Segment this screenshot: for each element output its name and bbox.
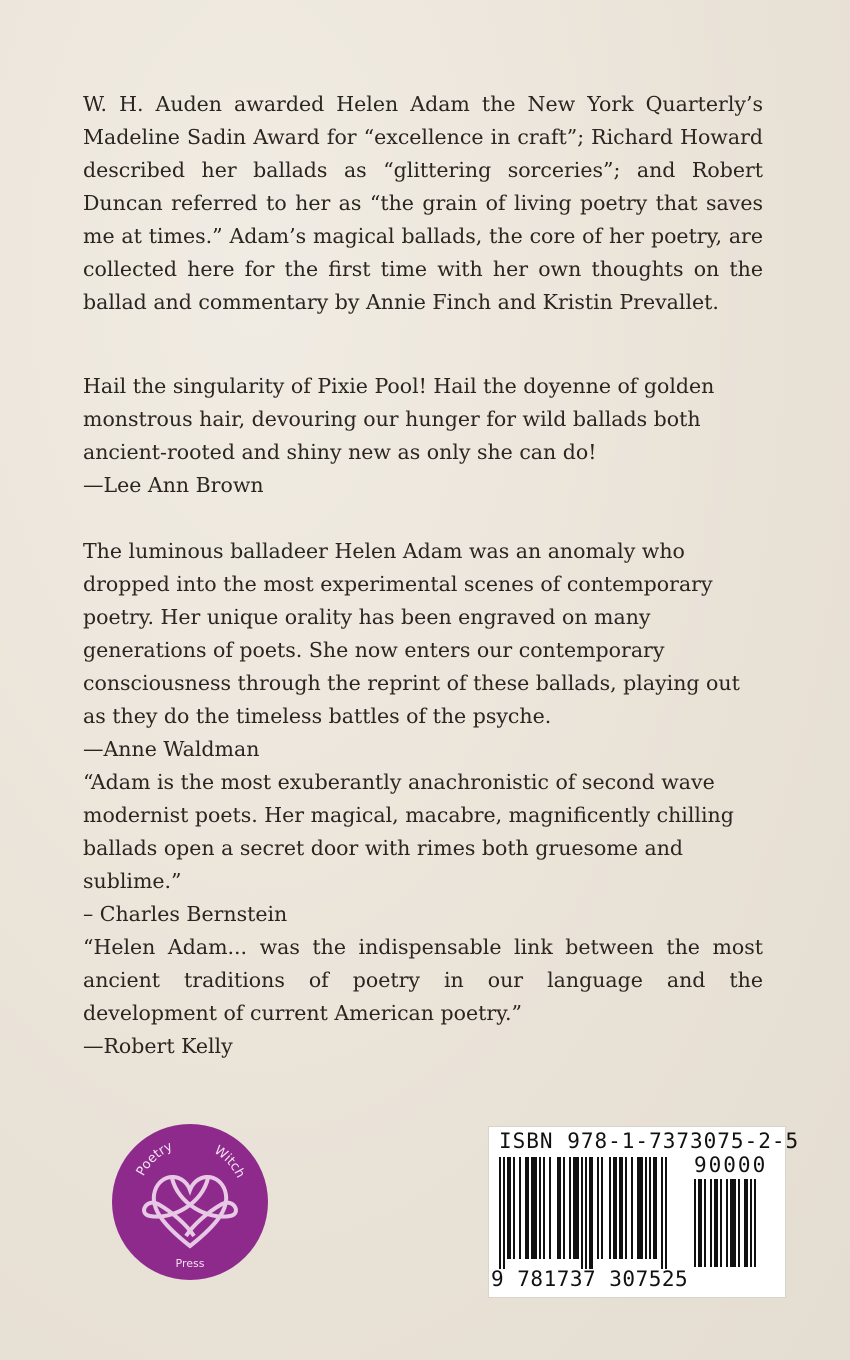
barcode-bar (645, 1157, 647, 1259)
publisher-logo (112, 1124, 268, 1280)
logo-word-witch: Witch (211, 1143, 248, 1181)
barcode-bar (661, 1157, 663, 1269)
barcode-bar (704, 1179, 706, 1267)
quote-robert-kelly (83, 931, 763, 1063)
quote-text: “Helen Adam... was the indispensable link between the most ancient traditions of poetry in our language and the development of current American poetry.” (83, 935, 763, 1025)
barcode-bar (519, 1157, 521, 1259)
barcode-bar (531, 1157, 537, 1259)
barcode-bar (589, 1157, 593, 1269)
barcode-bar (563, 1157, 565, 1259)
ean-bars (499, 1157, 687, 1269)
barcode-bar (557, 1157, 561, 1259)
barcode-bar (750, 1179, 752, 1267)
quote-text: Hail the singularity of Pixie Pool! Hail the doyenne of golden monstrous hair, devouring our hunger for wild ballads both ancient-rooted and shiny new as only she can do! (83, 374, 715, 464)
quote-author: —Anne Waldman (83, 737, 260, 761)
barcode-bar (631, 1157, 633, 1259)
barcode-bar (710, 1179, 712, 1267)
barcode-bar (569, 1157, 571, 1259)
barcode-bar (637, 1157, 643, 1259)
barcode-bar (585, 1157, 587, 1269)
barcode-bar (609, 1157, 611, 1259)
logo-word-press: Press (175, 1257, 205, 1270)
barcode-bar (653, 1157, 657, 1259)
barcode-bar (597, 1157, 599, 1259)
barcode-bar (539, 1157, 541, 1259)
barcode-bar (601, 1157, 603, 1259)
barcode-bar (613, 1157, 617, 1259)
logo-word-poetry: Poetry (133, 1139, 175, 1179)
quote-charles-bernstein (83, 766, 763, 931)
barcode-bar (694, 1179, 696, 1267)
barcode-bar (714, 1179, 718, 1267)
barcode-bar (726, 1179, 728, 1267)
barcode-bar (649, 1157, 651, 1259)
blurb-text: W. H. Auden awarded Helen Adam the New York Quarterly’s Madeline Sadin Award for “excellence in craft”; Richard Howard described her ballads as “glittering sorceries”; and Robert Duncan referred to her as “the grain of living poetry that saves me at times.” Adam’s magical ballads, the core of her poetry, are collected here for the first time with her own thoughts on the ballad and commentary by Annie Finch and Kristin Prevallet. (83, 92, 763, 314)
isbn-label: ISBN 978-1-7373075-2-5 (499, 1129, 800, 1153)
barcode-bar (549, 1157, 551, 1259)
barcode-bar (525, 1157, 529, 1259)
barcode-bar (513, 1157, 515, 1259)
barcode-bar (738, 1179, 740, 1267)
barcode-bar (581, 1157, 583, 1269)
addon-bars (694, 1179, 780, 1269)
quote-anne-waldman (83, 535, 763, 766)
barcode-bar (573, 1157, 579, 1259)
addon-number: 90000 (694, 1153, 768, 1177)
barcode-bar (507, 1157, 511, 1259)
quote-text: “Adam is the most exuberantly anachronistic of second wave modernist poets. Her magical, macabre, magnificently chilling ballads open a secret door with rimes both gruesome and sublime.” (83, 770, 734, 893)
isbn-barcode (488, 1126, 800, 1298)
barcode-bar (625, 1157, 627, 1259)
ean-number: 9 781737 307525 (491, 1267, 689, 1291)
barcode-bar (665, 1157, 667, 1269)
barcode-bar (754, 1179, 756, 1267)
barcode-bar (543, 1157, 545, 1259)
barcode-bar (698, 1179, 702, 1267)
quote-author: —Lee Ann Brown (83, 473, 264, 497)
quote-text: The luminous balladeer Helen Adam was an anomaly who dropped into the most experimental scenes of contemporary poetry. Her unique orality has been engraved on many generations of poets. She now enters our contemporary consciousness through the reprint of these ballads, playing out as they do the timeless battles of the psyche. (83, 539, 740, 728)
barcode-bar (499, 1157, 501, 1269)
description-blurb (83, 88, 763, 319)
quote-author: —Robert Kelly (83, 1034, 233, 1058)
barcode-bar (503, 1157, 505, 1269)
quote-author: – Charles Bernstein (83, 902, 288, 926)
barcode-bar (730, 1179, 736, 1267)
quote-lee-ann-brown (83, 370, 763, 502)
barcode-bar (744, 1179, 748, 1267)
barcode-bar (619, 1157, 623, 1259)
barcode-bar (720, 1179, 722, 1267)
